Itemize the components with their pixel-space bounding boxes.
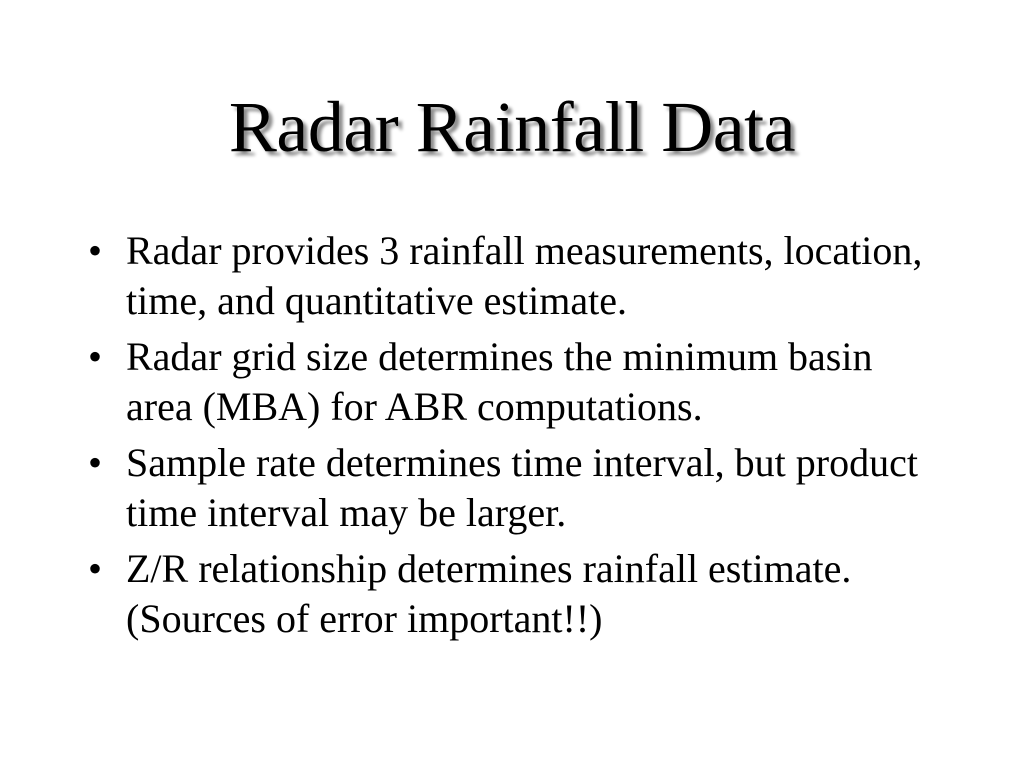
bullet-item [88, 438, 948, 538]
bullet-marker-icon: • [88, 440, 103, 485]
bullet-marker-icon: • [88, 228, 103, 273]
bullet-item [88, 332, 948, 432]
bullet-marker-icon: • [88, 334, 103, 379]
bullet-item [88, 226, 948, 326]
bullet-marker-icon: • [88, 546, 103, 591]
bullet-list [88, 226, 948, 650]
bullet-text: Z/R relationship determines rainfall estimate. (Sources of error important!!) [126, 546, 852, 641]
bullet-text: Radar grid size determines the minimum basin area (MBA) for ABR computations. [126, 334, 873, 429]
bullet-text: Radar provides 3 rainfall measurements, location, time, and quantitative estimate. [126, 228, 923, 323]
bullet-item [88, 544, 948, 644]
bullet-text: Sample rate determines time interval, but product time interval may be larger. [126, 440, 918, 535]
slide-title: Radar Rainfall Data [228, 87, 796, 167]
